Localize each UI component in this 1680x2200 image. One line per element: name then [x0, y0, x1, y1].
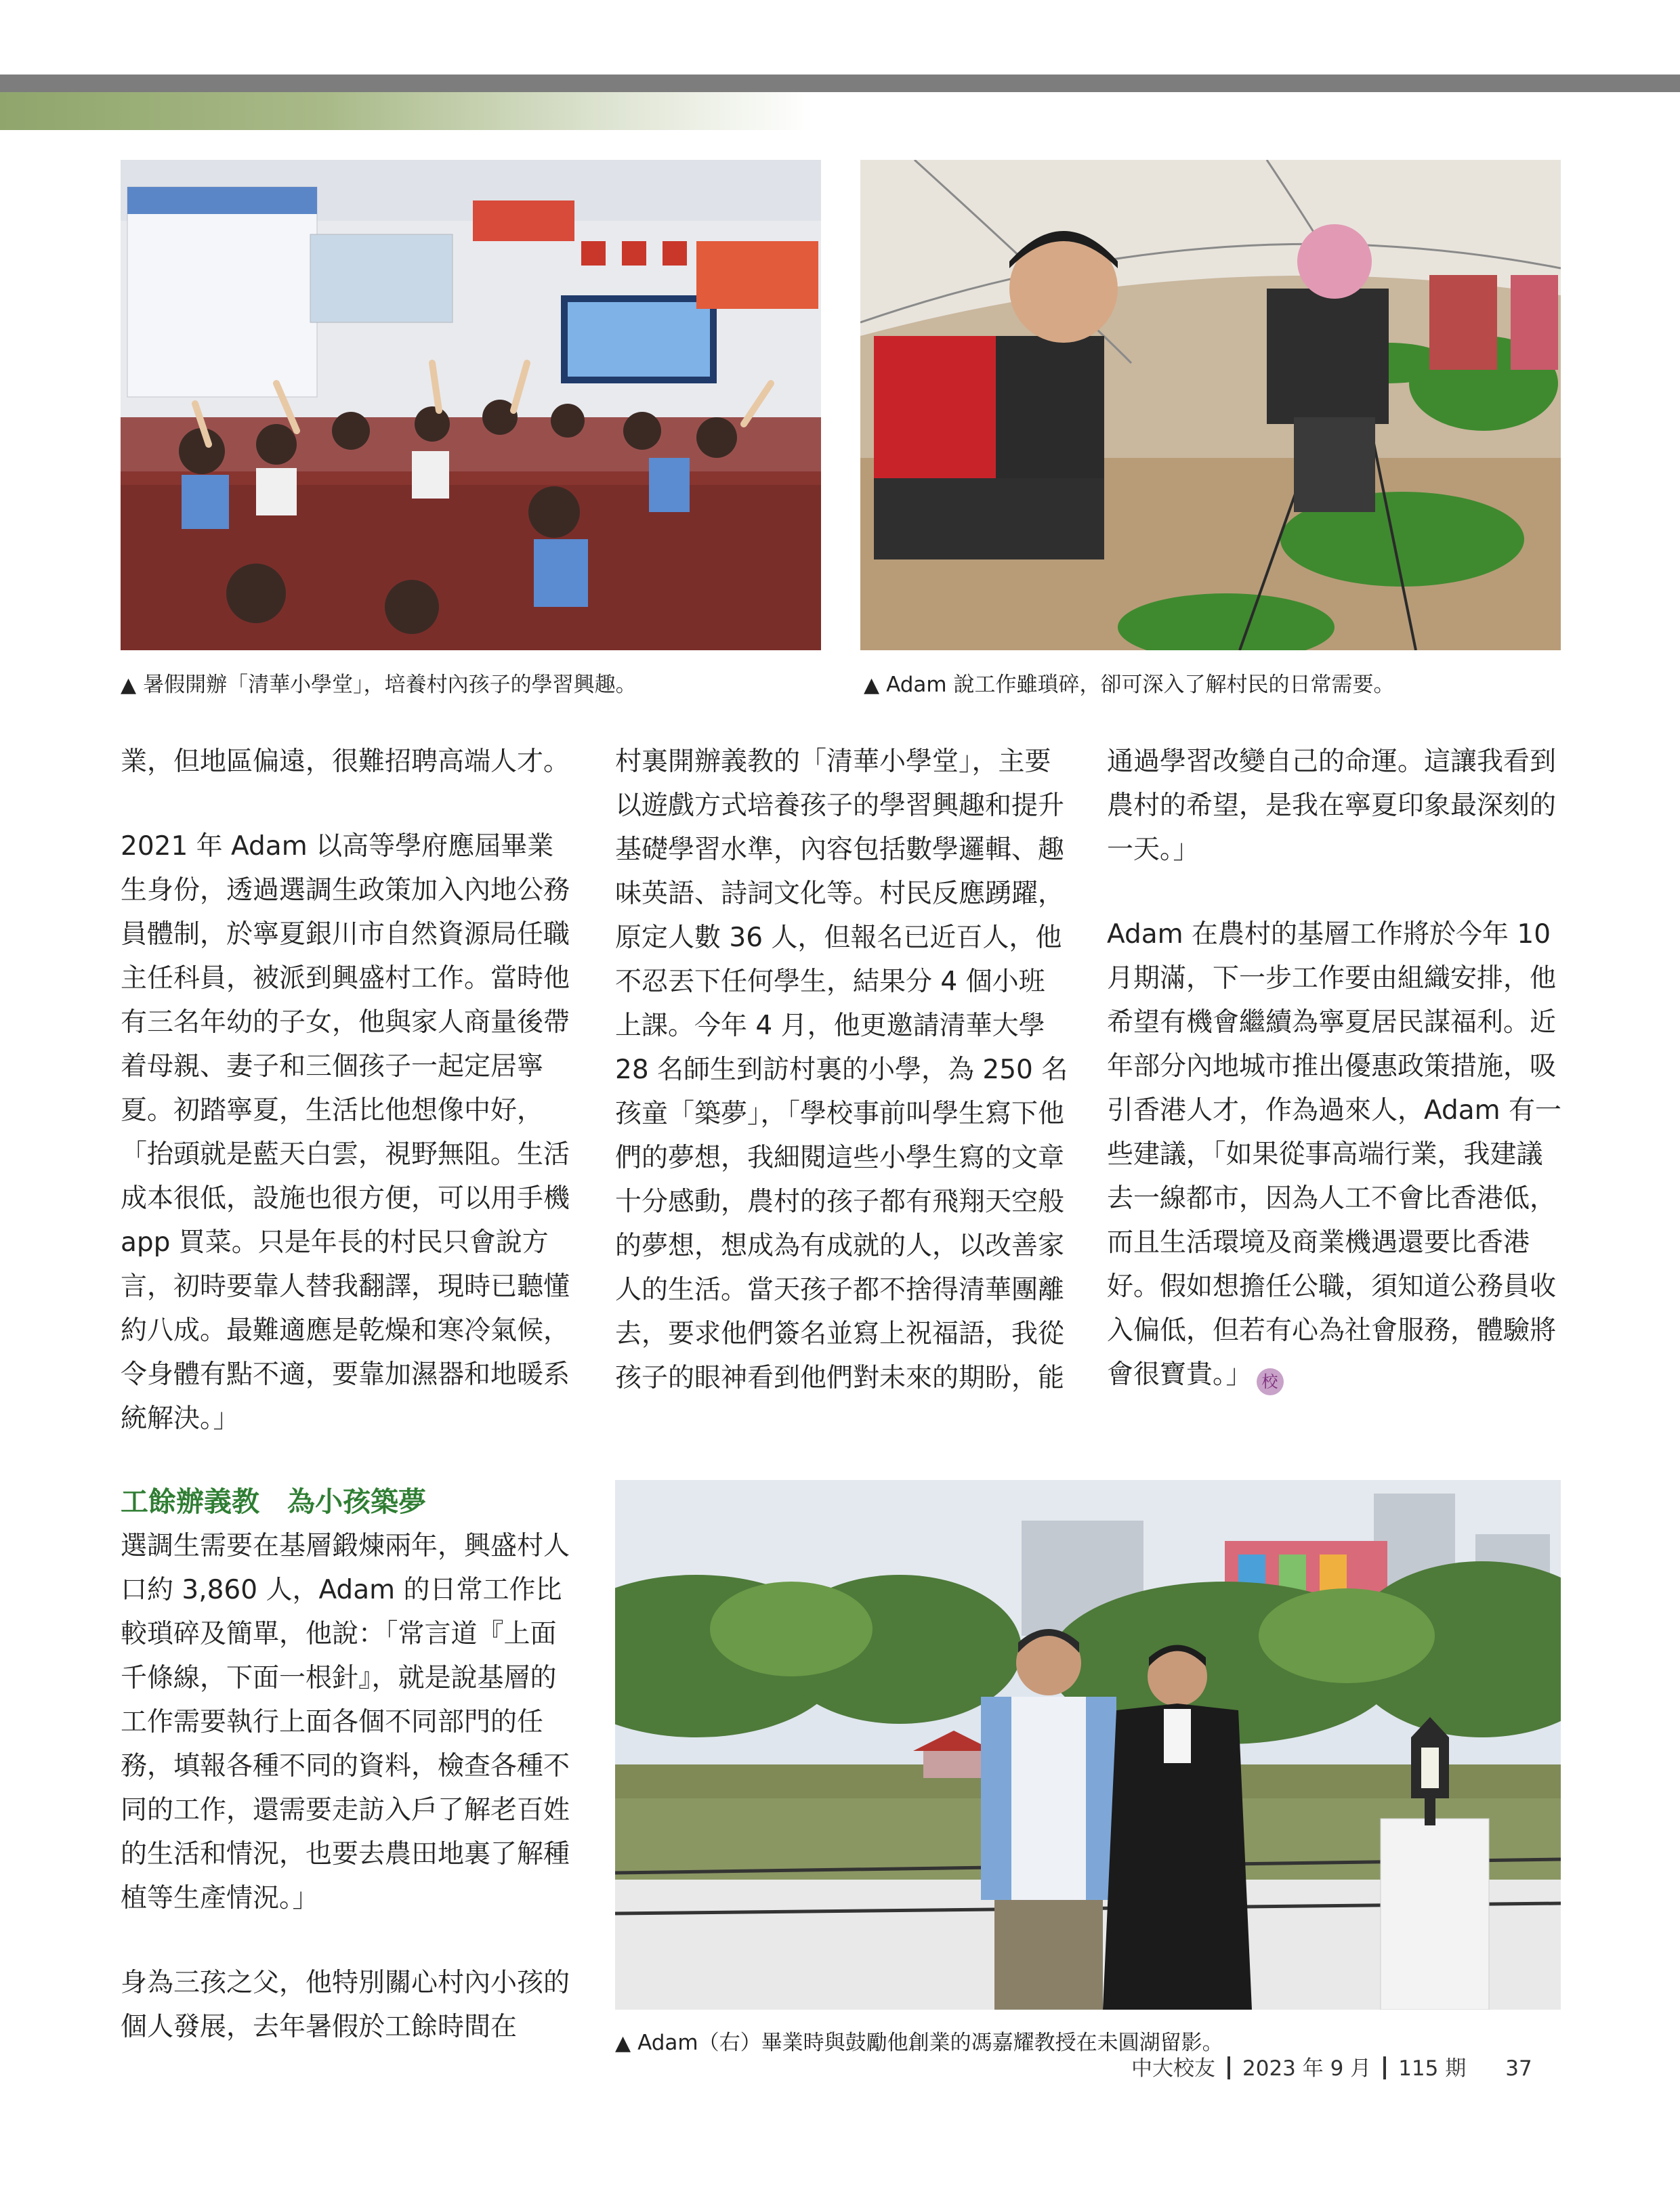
graduation-photo-caption: ▲ Adam（右）畢業時與鼓勵他創業的馮嘉耀教授在未圓湖留影。: [615, 2031, 1223, 2055]
triangle-up-icon: ▲: [864, 673, 880, 697]
col1-para-1: 業，但地區偏遠，很難招聘高端人才。: [121, 746, 570, 777]
page-number: 37: [1505, 2056, 1532, 2081]
classroom-photo-caption: ▲ 暑假開辦「清華小學堂」，培養村內孩子的學習興趣。: [121, 673, 637, 697]
col1-para-4: 身為三孩之父，他特別關心村內小孩的個人發展，去年暑假於工餘時間在: [121, 1968, 570, 2042]
top-green-band: [0, 92, 813, 130]
triangle-up-icon: ▲: [615, 2031, 631, 2055]
col1-para-3: 選調生需要在基層鍛煉兩年，興盛村人口約 3,860 人，Adam 的日常工作比較瑣碎及簡單，他說：「常言道『上面千條線，下面一根針』，就是說基層的工作需要執行上面各個不同部門的任務，填報各種不同的資料，檢查各種不同的工作，還需要走訪入戶了解老百姓的生活和情況，也要去農田地裏了解種植等生產情況。」: [121, 1531, 570, 1913]
classroom-photo-art: [121, 160, 821, 650]
greenhouse-photo: [860, 160, 1561, 650]
end-mark-icon: 校: [1257, 1368, 1284, 1395]
top-gray-bar: [0, 75, 1680, 92]
page-footer: [1131, 2051, 1532, 2081]
col2-para-1: 村裏開辦義教的「清華小學堂」，主要以遊戲方式培養孩子的學習興趣和提升基礎學習水準，內容包括數學邏輯、趣味英語、詩詞文化等。村民反應踴躍，原定人數 36 人，但報名已近百人，他不忍丟下任何學生，結果分 4 個小班上課。今年 4 月，他更邀請清華大學 28 名師生到訪村裏的小學，為 250 名孩童「築夢」，「學校事前叫學生寫下他們的夢想，我細閱這些小學生寫的文章十分感動，農村的孩子都有飛翔天空般的夢想，想成為有成就的人，以改善家人的生活。當天孩子都不捨得清華團離去，要求他們簽名並寫上祝福語，我從孩子的眼神看到他們對未來的期盼，能: [615, 746, 1068, 1393]
issue-number: 115 期: [1398, 2056, 1467, 2081]
text-column-1-lower: [121, 1480, 576, 2049]
classroom-photo: [121, 160, 821, 650]
footer-separator: [1227, 2056, 1230, 2079]
magazine-name: 中大校友: [1131, 2056, 1215, 2081]
triangle-up-icon: ▲: [121, 673, 137, 697]
col3-para-2: Adam 在農村的基層工作將於今年 10 月期滿，下一步工作要由組織安排，他希望有機會繼續為寧夏居民謀福利。近年部分內地城市推出優惠政策措施，吸引香港人才，作為過來人，Adam 有一些建議，「如果從事高端行業，我建議去一線都市，因為人工不會比香港低，而且生活環境及商業機遇還要比香港好。假如想擔任公職，須知道公務員收入偏低，但若有心為社會服務，體驗將會很寶貴。」 校: [1107, 912, 1562, 1397]
text-column-2: [615, 740, 1070, 1400]
graduation-photo: [615, 1480, 1561, 2010]
greenhouse-photo-caption: ▲ Adam 說工作雖瑣碎，卻可深入了解村民的日常需要。: [864, 673, 1395, 697]
footer-separator: [1383, 2056, 1386, 2079]
col3-para-1: 通過學習改變自己的命運。這讓我看到農村的希望，是我在寧夏印象最深刻的一天。」: [1107, 746, 1557, 865]
graduation-photo-art: [615, 1480, 1561, 2010]
col1-para-2: 2021 年 Adam 以高等學府應屆畢業生身份，透過選調生政策加入內地公務員體制，於寧夏銀川市自然資源局任職主任科員，被派到興盛村工作。當時他有三名年幼的子女，他與家人商量後帶着母親、妻子和三個孩子一起定居寧夏。初踏寧夏，生活比他想像中好，「抬頭就是藍天白雲，視野無阻。生活成本很低，設施也很方便，可以用手機 app 買菜。只是年長的村民只會說方言，初時要靠人替我翻譯，現時已聽懂約八成。最難適應是乾燥和寒冷氣候，令身體有點不適，要靠加濕器和地暖系統解決。」: [121, 831, 570, 1434]
section-heading: 工餘辦義教 為小孩築夢: [121, 1485, 426, 1518]
text-column-3: [1107, 740, 1562, 1397]
greenhouse-photo-art: [860, 160, 1561, 650]
issue-date: 2023 年 9 月: [1242, 2056, 1372, 2081]
text-column-1: [121, 740, 576, 1441]
